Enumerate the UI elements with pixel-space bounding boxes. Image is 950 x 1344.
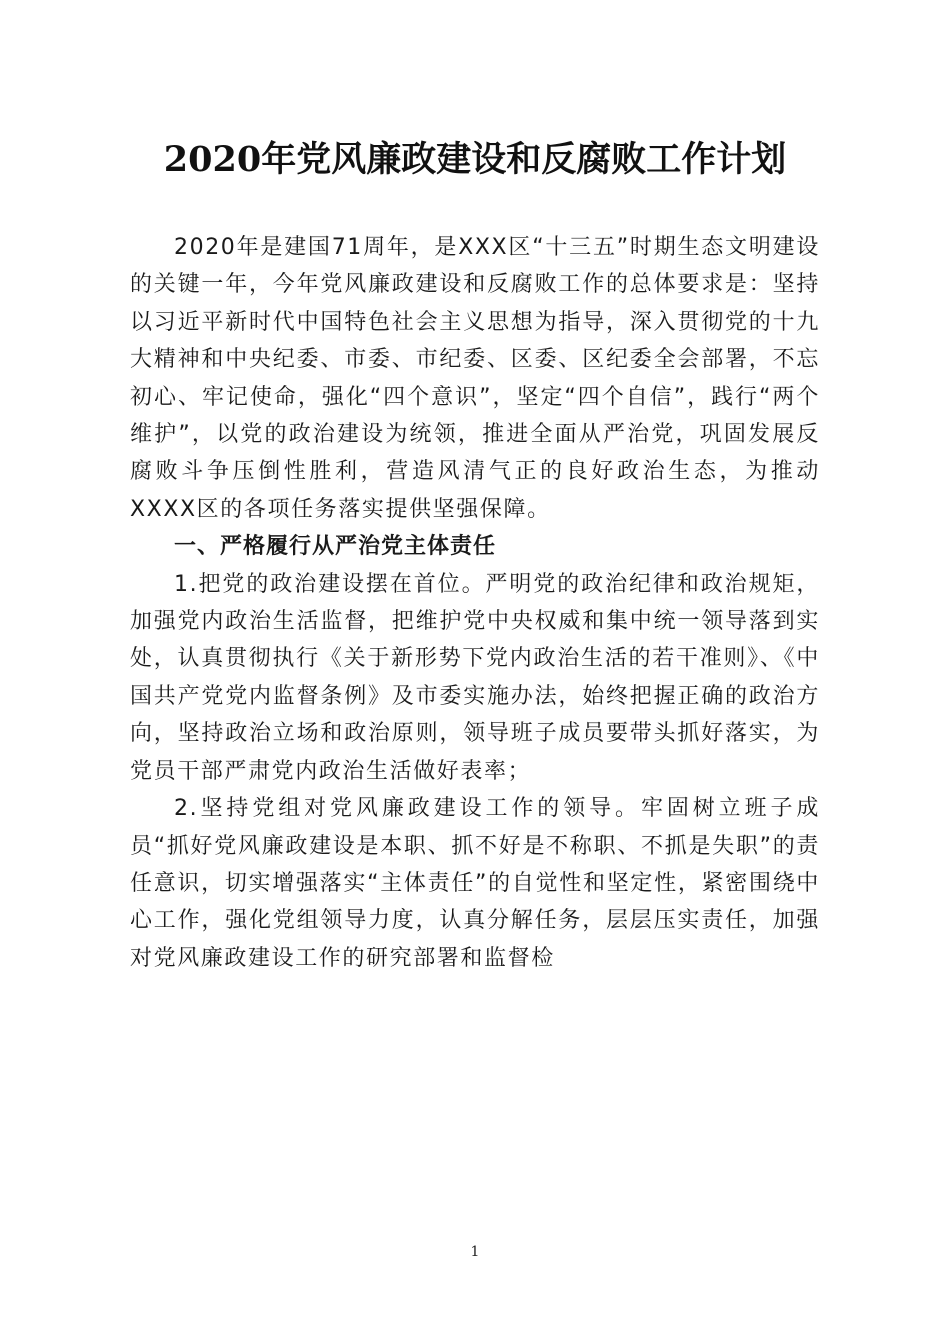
paragraph-intro: 2020年是建国71周年，是XXX区“十三五”时期生态文明建设的关键一年，今年党风廉政建设和反腐败工作的总体要求是：坚持以习近平新时代中国特色社会主义思想为指导，深入贯彻党的十九大精神和中央纪委、市委、市纪委、区委、区纪委全会部署，不忘初心、牢记使命，强化“四个意识”，坚定“四个自信”，践行“两个维护”，以党的政治建设为统领，推进全面从严治党，巩固发展反腐败斗争压倒性胜利，营造风清气正的良好政治生态，为推动XXXX区的各项任务落实提供坚强保障。 xyxy=(130,235,820,522)
section-heading: 一、严格履行从严治党主体责任 xyxy=(174,534,497,560)
paragraph-item-1: 1.把党的政治建设摆在首位。严明党的政治纪律和政治规矩，加强党内政治生活监督，把维护党中央权威和集中统一领导落到实处，认真贯彻执行《关于新形势下党内政治生活的若干准则》、《中国共产党党内监督条例》及市委实施办法，始终把握正确的政治方向，坚持政治立场和政治原则，领导班子成员要带头抓好落实，为党员干部严肃党内政治生活做好表率； xyxy=(130,571,820,784)
document-title: 2020年党风廉政建设和反腐败工作计划 xyxy=(163,139,787,180)
document-body xyxy=(130,229,820,977)
page-number: 1 xyxy=(470,1244,480,1260)
paragraph-item-2: 2.坚持党组对党风廉政建设工作的领导。牢固树立班子成员“抓好党风廉政建设是本职、抓不好是不称职、不抓是失职”的责任意识，切实增强落实“主体责任”的自觉性和坚定性，紧密围绕中心工作，强化党组领导力度，认真分解任务，层层压实责任，加强对党风廉政建设工作的研究部署和监督检 xyxy=(130,796,820,971)
